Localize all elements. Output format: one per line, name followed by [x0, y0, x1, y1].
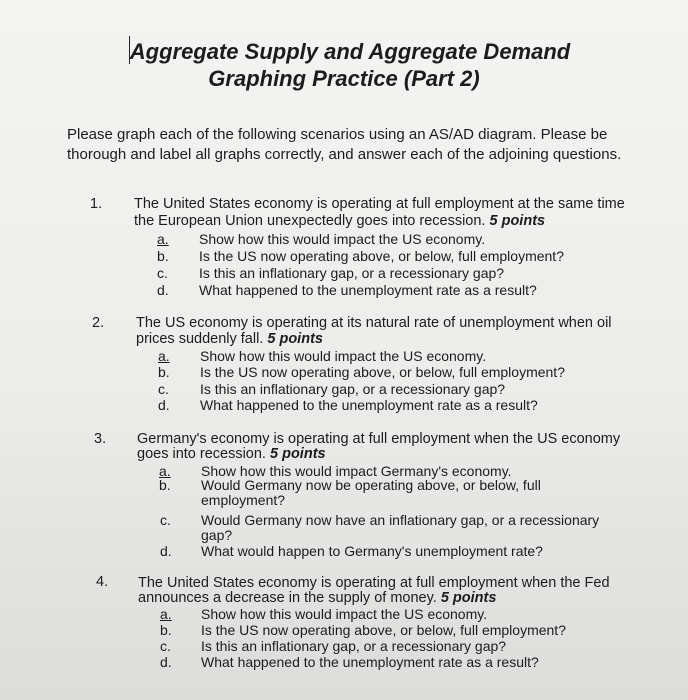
- page-title: Aggregate Supply and Aggregate Demand: [129, 39, 571, 64]
- question-points: 5 points: [440, 590, 497, 606]
- question-text-line: The US economy is operating at its natural rate of unemployment when oil: [136, 315, 612, 331]
- question-points: 5 points: [270, 446, 326, 462]
- question-text-line: [138, 590, 496, 607]
- sub-text: Is this an inflationary gap, or a recessionary gap?: [201, 638, 507, 654]
- question-text-line: The United States economy is operating at full employment when the Fed: [138, 575, 610, 591]
- sub-text: Is this an inflationary gap, or a recessionary gap?: [200, 381, 506, 397]
- question-text-line: [134, 213, 545, 230]
- sub-text: Is this an inflationary gap, or a recessionary gap?: [199, 265, 505, 281]
- page-subtitle: Graphing Practice (Part 2): [208, 66, 480, 91]
- question-text: prices suddenly fall.: [136, 331, 264, 347]
- sub-text: What happened to the unemployment rate as a result?: [200, 397, 538, 413]
- question-text-line: Germany's economy is operating at full employment when the US economy: [137, 431, 621, 447]
- sub-text: Is the US now operating above, or below, full employment?: [201, 622, 566, 638]
- sub-letter: c.: [160, 512, 171, 528]
- sub-letter: a.: [160, 606, 172, 622]
- sub-letter: d.: [157, 282, 169, 298]
- sub-letter: d.: [158, 397, 170, 413]
- sub-text-line: Would Germany now be operating above, or below, full: [201, 477, 541, 493]
- sub-text: Show how this would impact the US economy.: [200, 348, 487, 364]
- sub-text: What happened to the unemployment rate as a result?: [201, 654, 539, 670]
- sub-letter: b.: [157, 248, 169, 264]
- sub-letter: a.: [159, 463, 171, 479]
- sub-letter: d.: [160, 654, 172, 670]
- sub-text-line: Would Germany now have an inflationary gap, or a recessionary: [201, 512, 600, 528]
- sub-text: Show how this would impact the US economy.: [201, 606, 488, 622]
- sub-letter: c.: [160, 638, 171, 654]
- sub-letter: b.: [160, 622, 172, 638]
- question-points: 5 points: [489, 213, 546, 229]
- question-text: announces a decrease in the supply of money.: [138, 590, 437, 606]
- sub-letter: b.: [158, 364, 170, 380]
- sub-letter: d.: [160, 543, 172, 559]
- question-text-line: [136, 331, 323, 348]
- sub-letter: a.: [158, 348, 170, 364]
- sub-text: What would happen to Germany's unemployment rate?: [201, 543, 543, 559]
- sub-text: Show how this would impact Germany's economy.: [201, 463, 512, 479]
- question-text: the European Union unexpectedly goes into recession.: [134, 213, 486, 229]
- sub-text: Is the US now operating above, or below, full employment?: [199, 248, 564, 264]
- sub-text-line: employment?: [201, 492, 286, 508]
- sub-letter: a.: [157, 231, 169, 247]
- instructions-paragraph: Please graph each of the following scenarios using an AS/AD diagram. Please be thorough and label all graphs correctly, and answer each of the adjoining questions.: [67, 126, 622, 163]
- question-points: 5 points: [267, 331, 323, 347]
- sub-text: Show how this would impact the US economy.: [199, 231, 486, 247]
- sub-letter: c.: [158, 381, 169, 397]
- question-number: 3.: [94, 431, 107, 447]
- question-text-line: The United States economy is operating at full employment at the same time: [134, 196, 625, 212]
- question-number: 2.: [92, 315, 105, 331]
- sub-letter: c.: [157, 265, 168, 281]
- sub-letter: b.: [159, 477, 171, 493]
- question-text: goes into recession.: [137, 446, 266, 462]
- sub-text: What happened to the unemployment rate as a result?: [199, 282, 537, 298]
- sub-text: Is the US now operating above, or below, full employment?: [200, 364, 565, 380]
- question-number: 4.: [96, 574, 109, 590]
- question-text-line: [137, 446, 326, 463]
- sub-text-line: gap?: [201, 527, 233, 543]
- question-number: 1.: [90, 196, 103, 212]
